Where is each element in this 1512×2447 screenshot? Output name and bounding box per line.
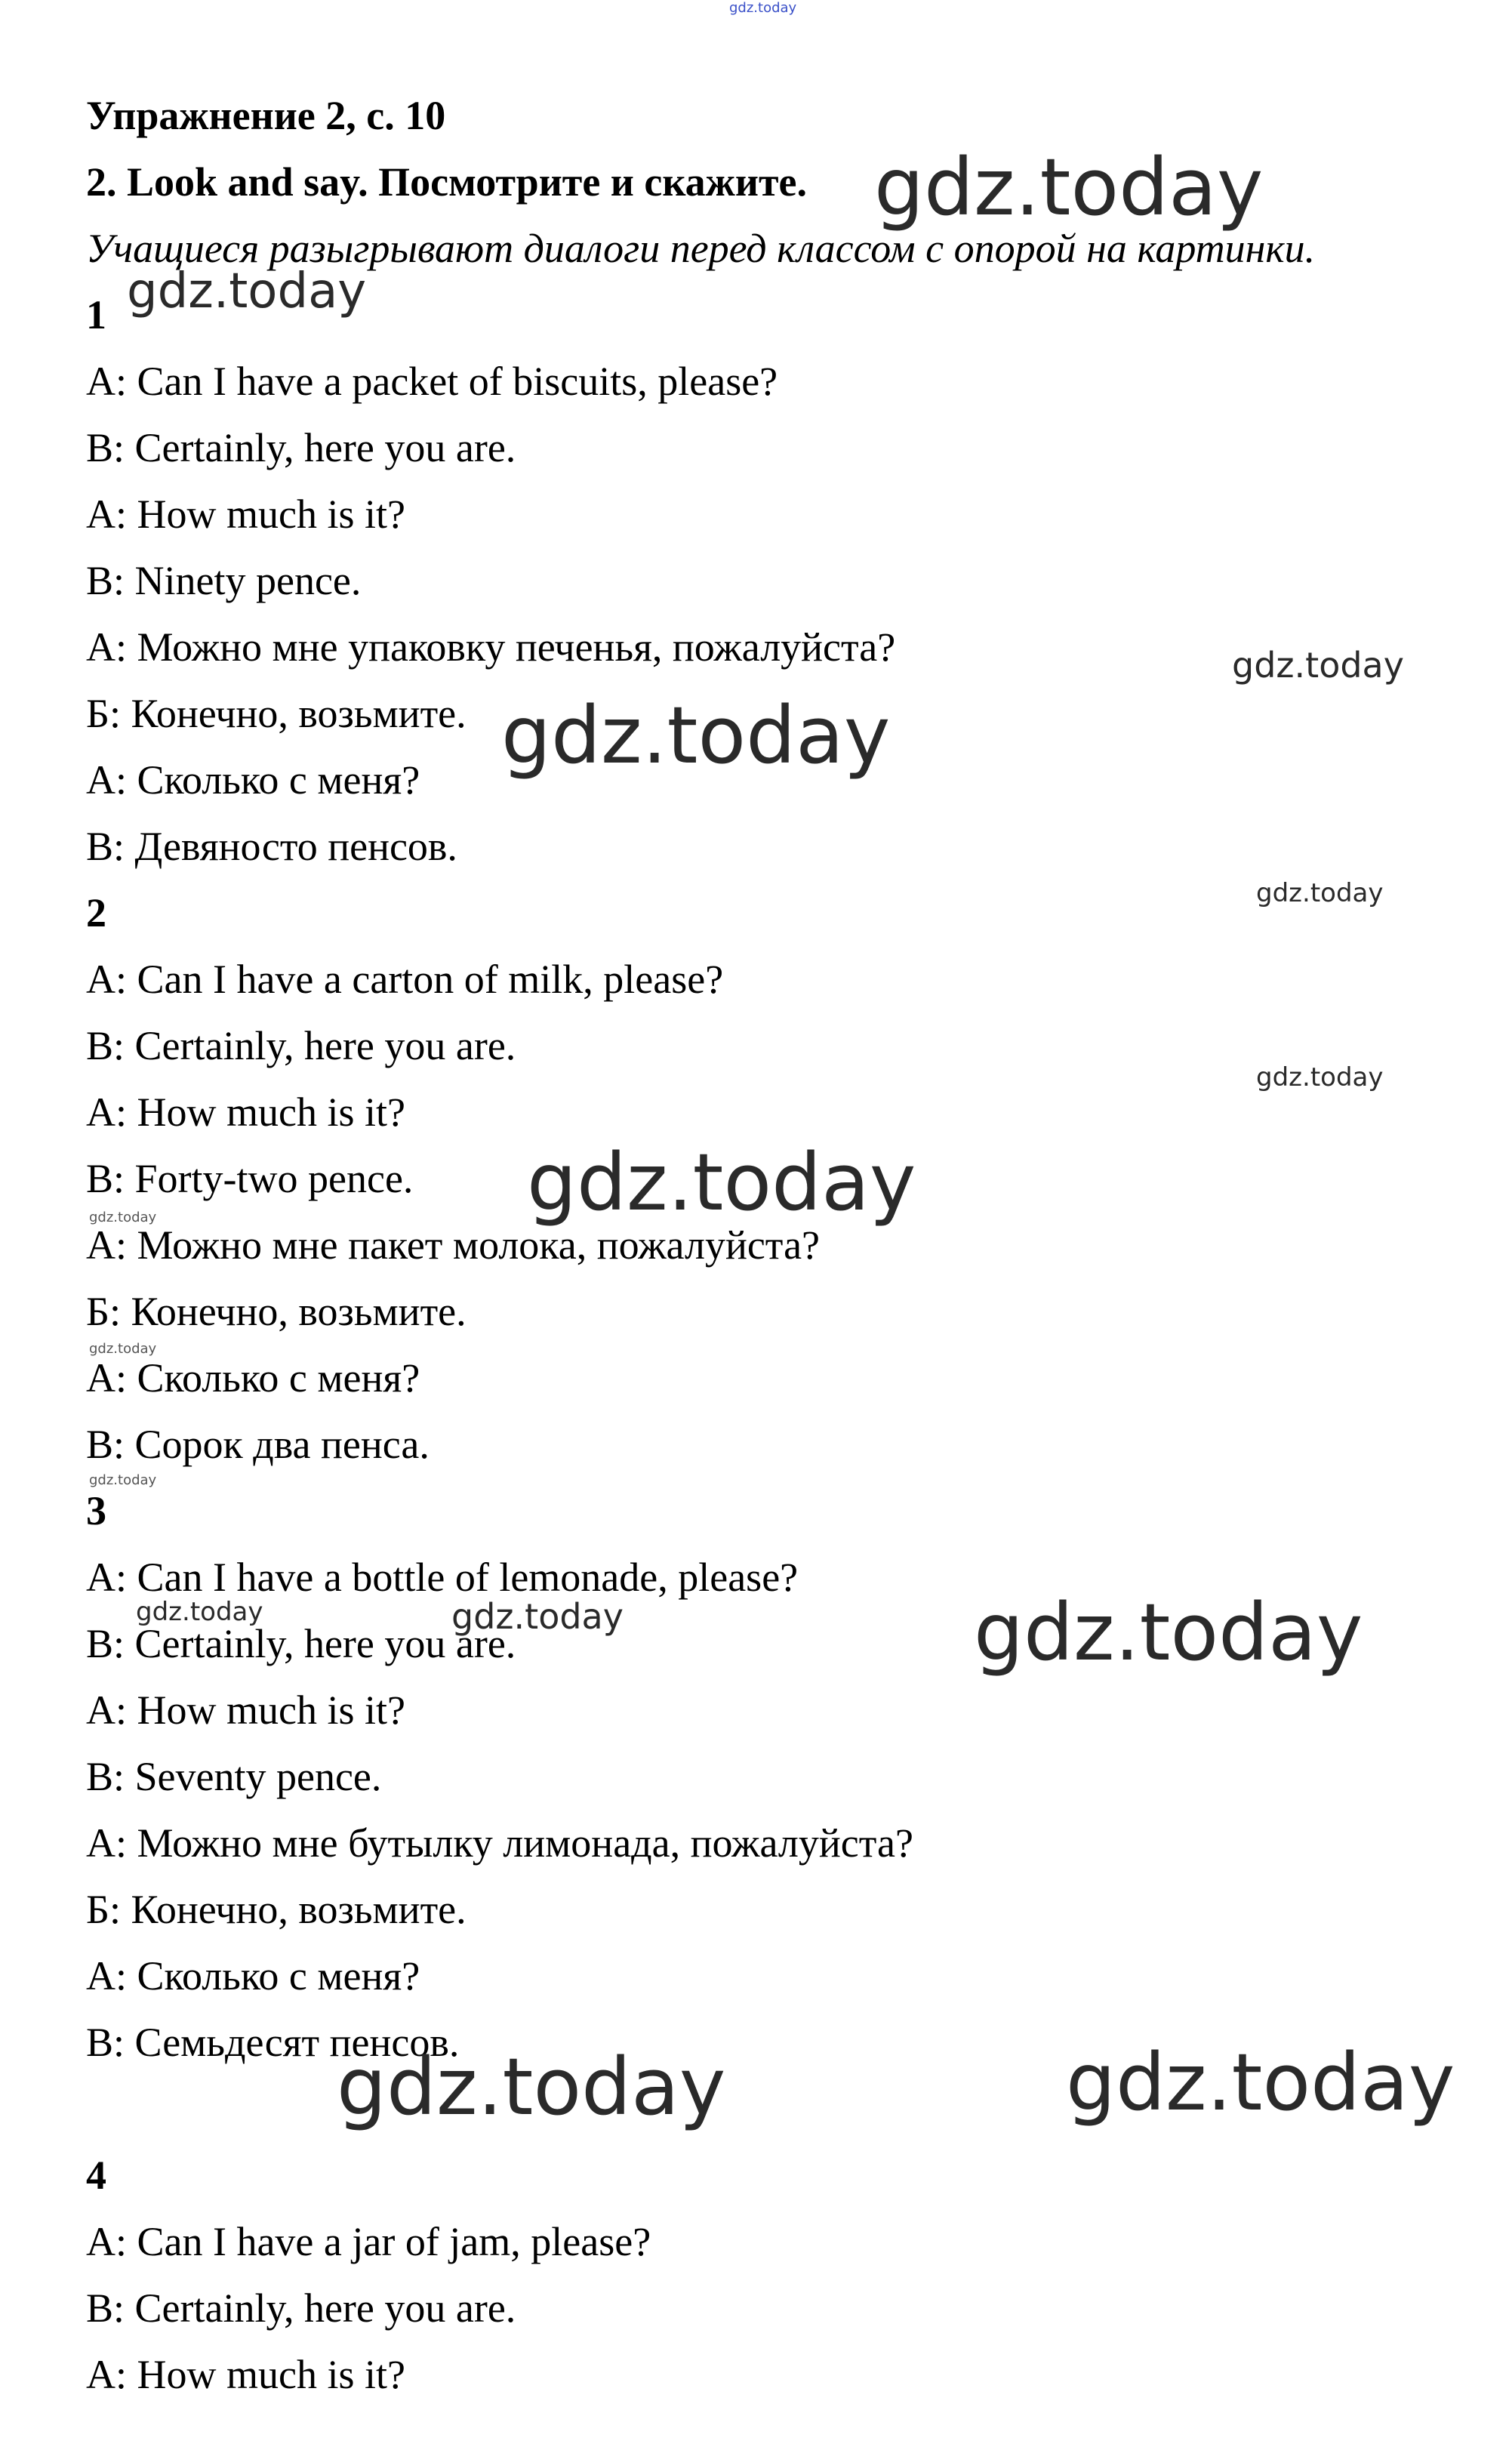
task-heading: 2. Look and say. Посмотрите и скажите. — [86, 159, 807, 205]
dialogue-number: 3 — [86, 1488, 106, 1533]
dialogue-line: Б: Конечно, возьмите. — [86, 691, 467, 736]
dialogue-line: B: Certainly, here you are. — [86, 2285, 516, 2331]
watermark: gdz.today — [527, 1136, 916, 1228]
watermark: gdz.today — [874, 141, 1264, 233]
dialogue-line: B: Ninety pence. — [86, 558, 362, 603]
watermark: gdz.today — [974, 1586, 1363, 1678]
watermark: gdz.today — [89, 1210, 157, 1225]
watermark: gdz.today — [136, 1597, 263, 1627]
dialogue-line: В: Семьдесят пенсов. — [86, 2020, 460, 2065]
watermark: gdz.today — [1066, 2036, 1455, 2128]
dialogue-line: А: Сколько с меня? — [86, 1953, 420, 1999]
dialogue-line: A: How much is it? — [86, 1089, 405, 1135]
dialogue-line: А: Можно мне бутылку лимонада, пожалуйста? — [86, 1820, 913, 1866]
dialogue-number: 4 — [86, 2153, 106, 2198]
dialogue-line: Б: Конечно, возьмите. — [86, 1289, 467, 1334]
dialogue-line: A: Can I have a carton of milk, please? — [86, 957, 724, 1002]
dialogue-line: A: Can I have a jar of jam, please? — [86, 2219, 651, 2264]
task-instruction: Учащиеся разыгрывают диалоги перед классом с опорой на картинки. — [86, 226, 1316, 271]
dialogue-line: A: Can I have a bottle of lemonade, please? — [86, 1555, 799, 1600]
dialogue-number: 2 — [86, 890, 106, 935]
dialogue-line: В: Сорок два пенса. — [86, 1422, 430, 1467]
watermark: gdz.today — [89, 1472, 157, 1488]
exercise-title: Упражнение 2, с. 10 — [86, 93, 446, 138]
dialogue-line: A: How much is it? — [86, 1687, 405, 1733]
watermark: gdz.today — [451, 1596, 624, 1637]
watermark: gdz.today — [1256, 878, 1384, 908]
watermark: gdz.today — [729, 0, 797, 16]
watermark: gdz.today — [501, 689, 891, 781]
watermark: gdz.today — [1232, 645, 1404, 686]
dialogue-line: A: How much is it? — [86, 492, 405, 537]
dialogue-line: B: Certainly, here you are. — [86, 1023, 516, 1068]
dialogue-line: А: Можно мне упаковку печенья, пожалуйста? — [86, 624, 896, 670]
dialogue-line: B: Certainly, here you are. — [86, 425, 516, 470]
dialogue-line: B: Seventy pence. — [86, 1754, 382, 1799]
dialogue-line: В: Девяносто пенсов. — [86, 824, 457, 869]
dialogue-number: 1 — [86, 292, 106, 337]
dialogue-line: A: Can I have a packet of biscuits, please? — [86, 359, 778, 404]
dialogue-line: А: Можно мне пакет молока, пожалуйста? — [86, 1222, 820, 1268]
dialogue-line: B: Forty-two pence. — [86, 1156, 414, 1201]
dialogue-line: A: How much is it? — [86, 2352, 405, 2397]
watermark: gdz.today — [89, 1341, 157, 1357]
dialogue-line: А: Сколько с меня? — [86, 1355, 420, 1401]
dialogue-line: B: Certainly, here you are. — [86, 1621, 516, 1666]
dialogue-line: А: Сколько с меня? — [86, 757, 420, 803]
watermark: gdz.today — [337, 2041, 726, 2133]
dialogue-line: Б: Конечно, возьмите. — [86, 1887, 467, 1932]
watermark: gdz.today — [127, 263, 367, 319]
watermark: gdz.today — [1256, 1062, 1384, 1093]
